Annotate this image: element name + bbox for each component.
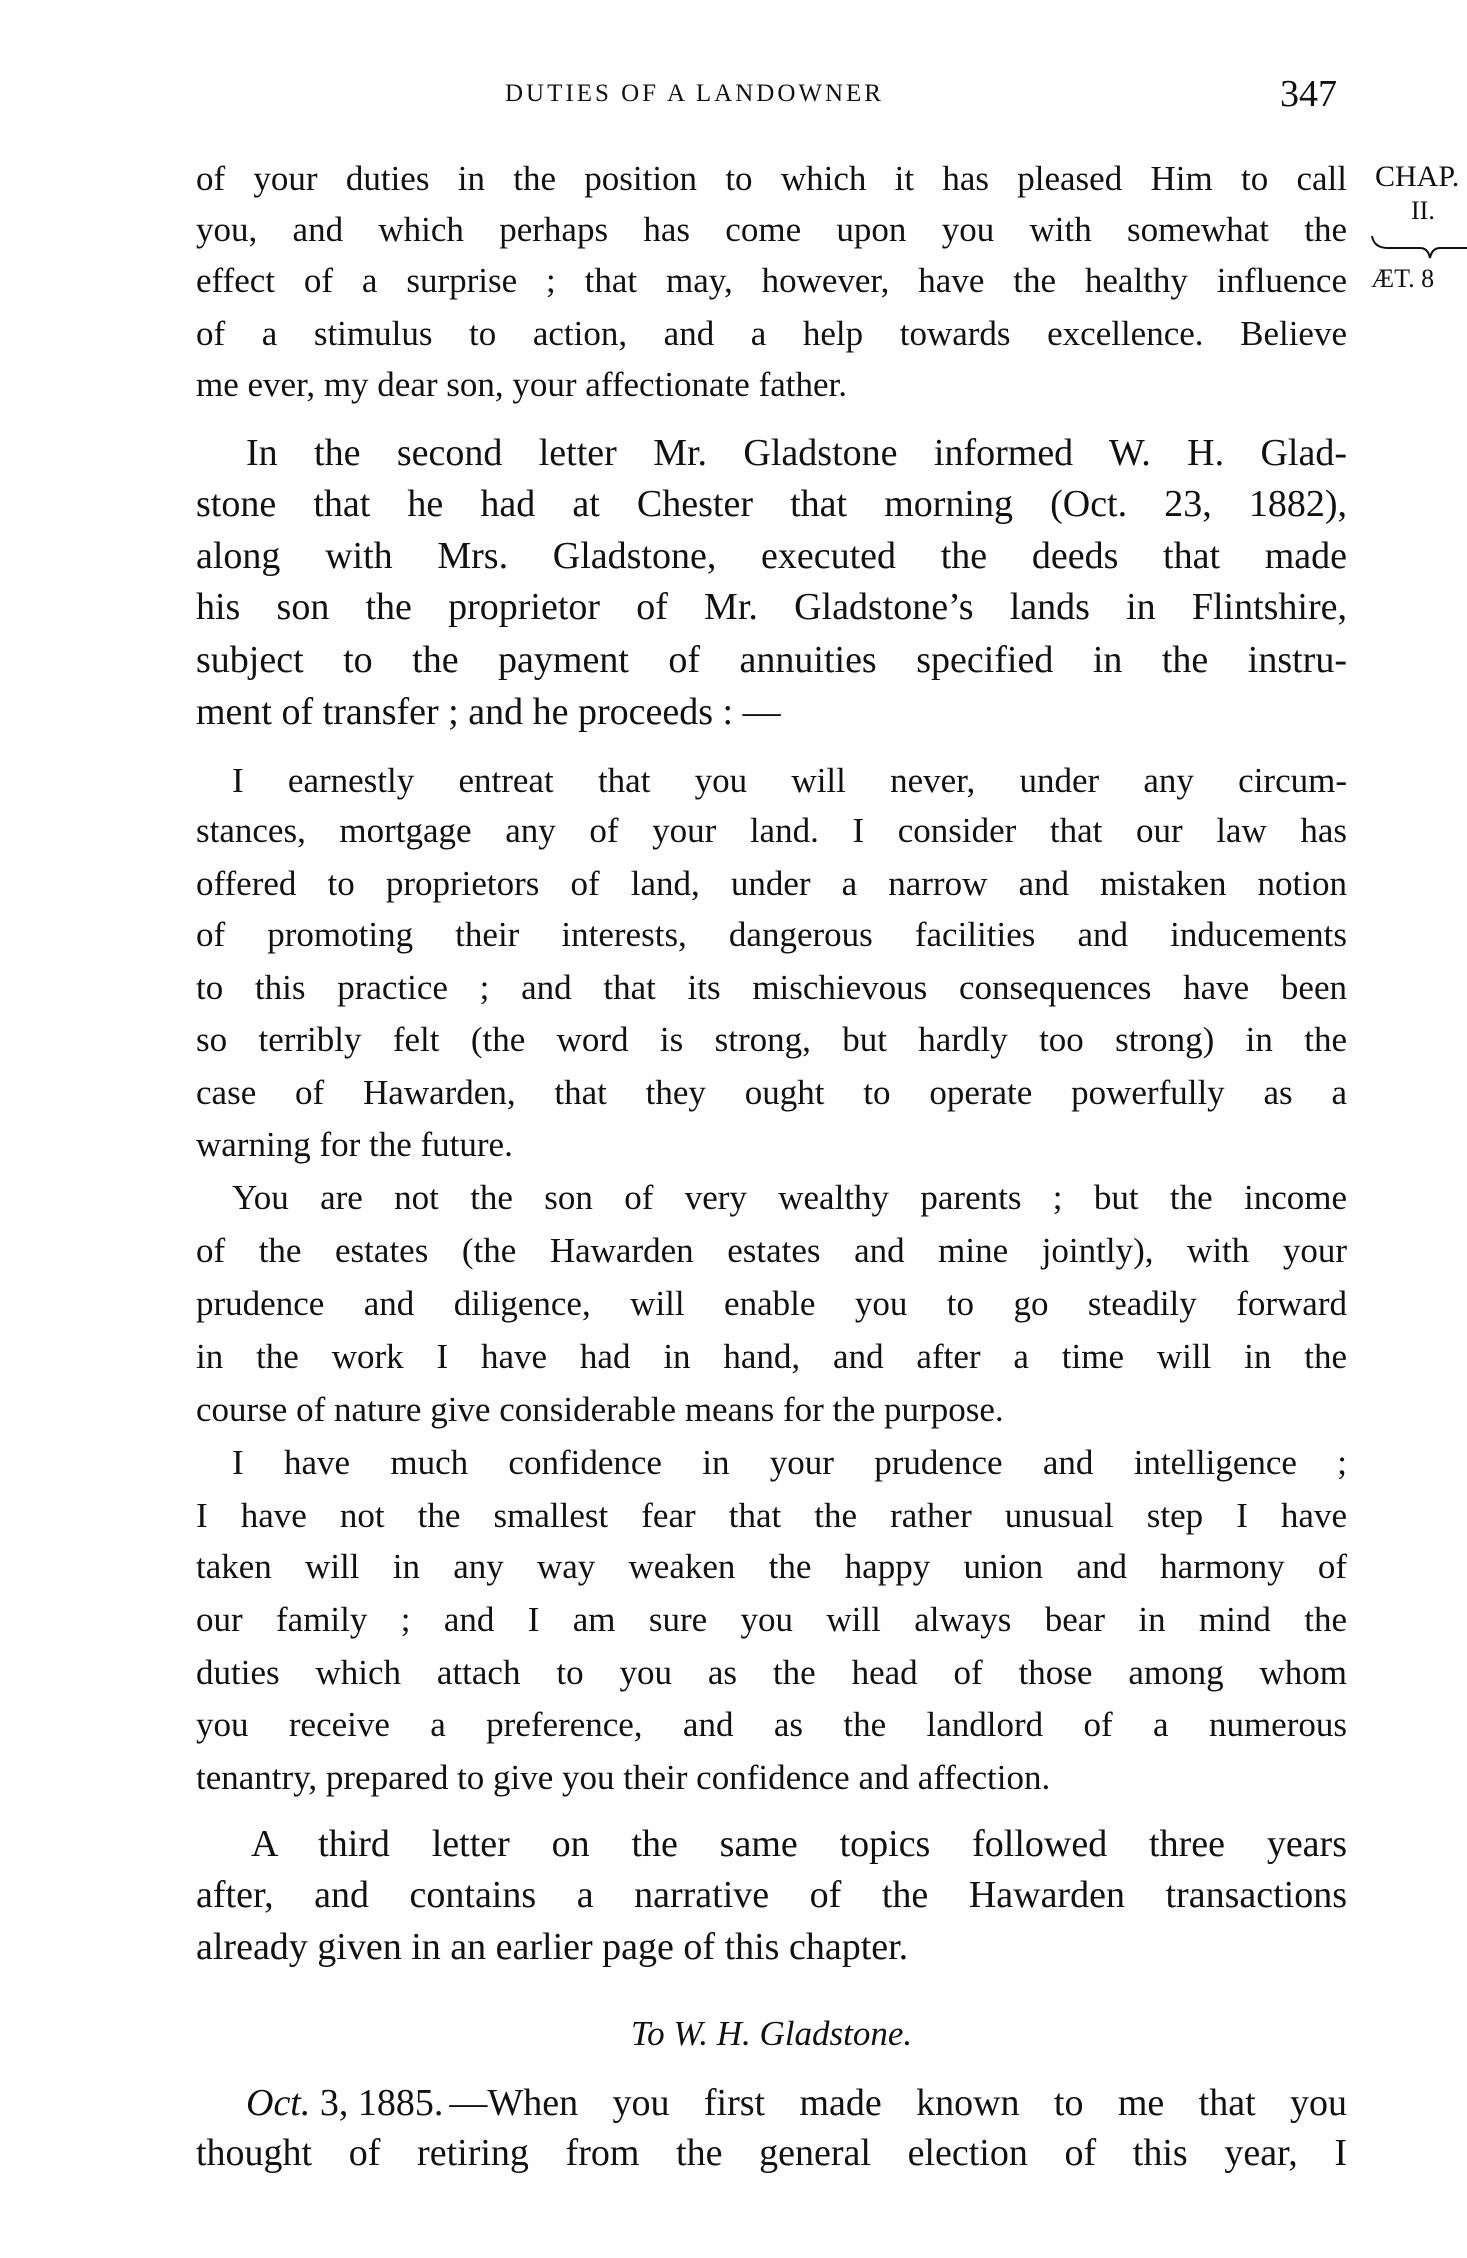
text-line: prudence and diligence, will enable you to go steadily forward <box>196 1284 1347 1323</box>
text-line: stone that he had at Chester that morning (Oct. 23, 1882), <box>196 483 1347 525</box>
text-line: of your duties in the position to which it has pleased Him to call <box>196 159 1347 198</box>
text-line: taken will in any way weaken the happy union and harmony of <box>196 1547 1347 1586</box>
text-line: so terribly felt (the word is strong, but hardly too strong) in the <box>196 1020 1347 1059</box>
text-line: thought of retiring from the general election of this year, I <box>196 2132 1347 2174</box>
text-line: subject to the payment of annuities specified in the instru- <box>196 639 1347 681</box>
text-line: duties which attach to you as the head of those among whom <box>196 1653 1347 1692</box>
text-line: you receive a preference, and as the landlord of a numerous <box>196 1705 1347 1744</box>
dated-line <box>246 2083 1347 2123</box>
text-line: of a stimulus to action, and a help towards excellence. Believe <box>196 314 1347 353</box>
text-line: I earnestly entreat that you will never, under any circum- <box>232 761 1347 800</box>
text-line: I have much confidence in your prudence and intelligence ; <box>232 1443 1347 1482</box>
text-line: of promoting their interests, dangerous facilities and inducements <box>196 915 1347 954</box>
text-line: ment of transfer ; and he proceeds : — <box>196 691 781 733</box>
text-line: A third letter on the same topics followed three years <box>251 1823 1347 1865</box>
date-month: Oct. <box>246 2082 311 2124</box>
text-line: his son the proprietor of Mr. Gladstone’s lands in Flintshire, <box>196 586 1347 628</box>
margin-age: ÆT. 8 <box>1371 264 1435 293</box>
text-line: I have not the smallest fear that the rather unusual step I have <box>196 1496 1347 1535</box>
text-line: our family ; and I am sure you will always bear in mind the <box>196 1600 1347 1639</box>
text-line: warning for the future. <box>196 1125 513 1164</box>
margin-chapter-number: II. <box>1411 196 1435 225</box>
text-line: course of nature give considerable means for the purpose. <box>196 1390 1004 1429</box>
text-line: of the estates (the Hawarden estates and mine jointly), with your <box>196 1231 1347 1270</box>
margin-brace-icon <box>1370 232 1467 262</box>
text-line: stances, mortgage any of your land. I consider that our law has <box>196 811 1347 850</box>
text-line: already given in an earlier page of this chapter. <box>196 1926 909 1968</box>
text-line: offered to proprietors of land, under a narrow and mistaken notion <box>196 864 1347 903</box>
text-line: after, and contains a narrative of the Hawarden transactions <box>196 1874 1347 1916</box>
text-line: along with Mrs. Gladstone, executed the deeds that made <box>196 535 1347 577</box>
text-line: effect of a surprise ; that may, however, have the healthy influence <box>196 261 1347 300</box>
text-line: case of Hawarden, that they ought to operate powerfully as a <box>196 1073 1347 1112</box>
text-line: in the work I have had in hand, and after a time will in the <box>196 1337 1347 1376</box>
text-line: me ever, my dear son, your affectionate father. <box>196 365 848 404</box>
text-line: tenantry, prepared to give you their confidence and affection. <box>196 1758 1051 1797</box>
text-line: You are not the son of very wealthy parents ; but the income <box>232 1178 1347 1217</box>
letter-heading: To W. H. Gladstone. <box>630 2014 913 2053</box>
text-line: In the second letter Mr. Gladstone informed W. H. Glad- <box>246 432 1347 474</box>
text-line: —When you first made known to me that you <box>449 2082 1347 2124</box>
text-line: you, and which perhaps has come upon you with somewhat the <box>196 210 1347 249</box>
text-line: to this practice ; and that its mischievous consequences have been <box>196 968 1347 1007</box>
page-number: 347 <box>1280 73 1337 115</box>
running-title: DUTIES OF A LANDOWNER <box>505 80 884 107</box>
date-day-year: 3, 1885. <box>319 2082 444 2124</box>
margin-chapter: CHAP. <box>1375 160 1460 193</box>
